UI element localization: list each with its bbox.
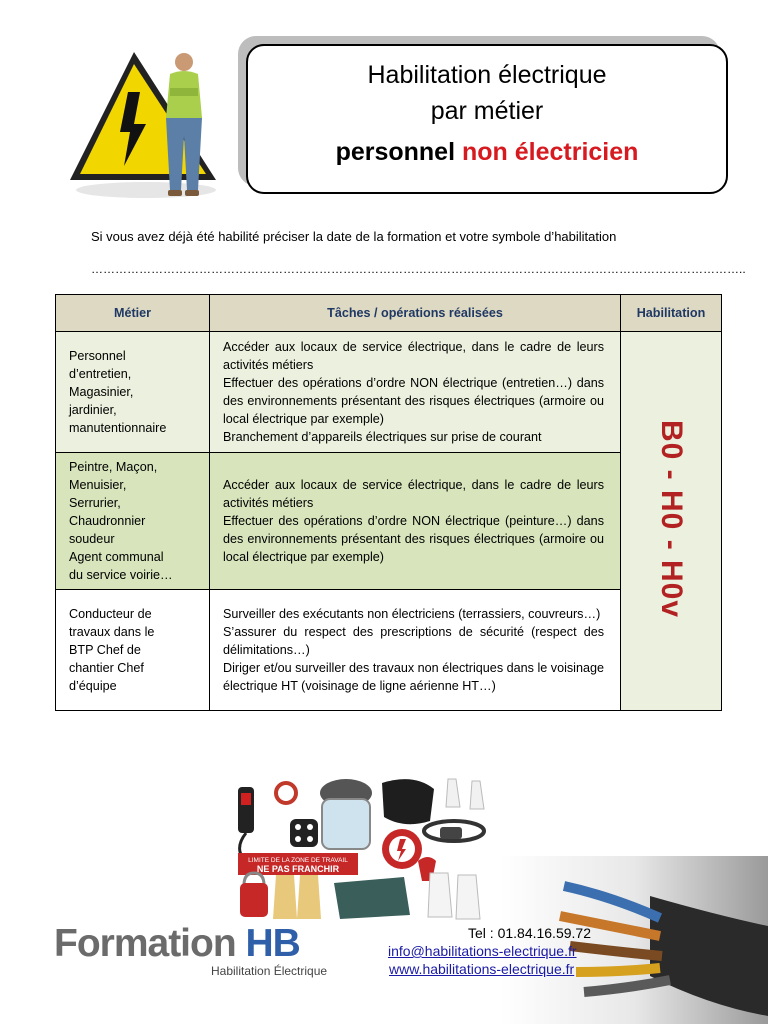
header-metier: Métier <box>56 295 210 332</box>
tache-item: Effectuer des opérations d’ordre NON électrique (entretien…) dans des environnements présentant des risques électriques (armoire ou local électrique par exemple) <box>223 376 604 426</box>
habilitation-table <box>55 294 722 711</box>
metier-line: BTP Chef de <box>69 643 141 657</box>
gloves-icon <box>446 779 484 809</box>
metier-line: Conducteur de <box>69 607 152 621</box>
taches-cell <box>210 590 621 711</box>
tache-item: Branchement d’appareils électriques sur prise de courant <box>223 430 542 444</box>
metier-line: soudeur <box>69 532 115 546</box>
safety-equipment-collage <box>234 773 506 923</box>
metier-line: manutentionnaire <box>69 421 167 435</box>
logo-hb: HB <box>245 922 300 965</box>
tache-item: Surveiller des exécutants non électriciens (terrassiers, couvreurs…) <box>223 607 601 621</box>
tool-bag-icon <box>382 779 434 824</box>
contact-block <box>388 924 591 978</box>
tache-item: S’assurer du respect des prescriptions de sécurité (respect des délimitations…) <box>223 625 604 657</box>
title-line-2: par métier <box>430 97 544 125</box>
metier-line: d’équipe <box>69 679 117 693</box>
warning-sign-illustration <box>66 40 226 210</box>
phone-number: Tel : 01.84.16.59.72 <box>468 925 591 941</box>
metier-cell <box>56 590 210 711</box>
metier-cell <box>56 453 210 590</box>
title-red-part: non électricien <box>461 138 639 166</box>
taches-cell <box>210 453 621 590</box>
intro-text: Si vous avez déjà été habilité préciser la date de la formation et votre symbole d’habilitation <box>91 229 617 244</box>
formation-hb-logo <box>54 922 328 978</box>
header-habilitation: Habilitation <box>621 295 722 332</box>
logo-formation: Formation <box>54 922 246 965</box>
white-gloves-icon <box>428 873 480 919</box>
metier-line: jardinier, <box>69 403 117 417</box>
title-line-3 <box>248 132 726 172</box>
metier-line: Peintre, Maçon, <box>69 460 158 474</box>
taches-cell <box>210 332 621 453</box>
header-taches: Tâches / opérations réalisées <box>210 295 621 332</box>
table-row <box>56 332 722 453</box>
website-link[interactable]: www.habilitations-electrique.fr <box>389 961 575 977</box>
face-shield-icon <box>320 779 372 849</box>
padlock-icon <box>240 873 268 917</box>
logo-wordmark <box>54 924 300 964</box>
email-link[interactable]: info@habilitations-electrique.fr <box>388 943 577 959</box>
metier-line: du service voirie… <box>69 568 173 582</box>
cable-reel-icon <box>276 783 296 803</box>
sign-text-line-1: LIMITE DE LA ZONE DE TRAVAIL <box>248 857 348 864</box>
title-black-part: personnel <box>335 138 462 166</box>
metier-line: Chaudronnier <box>69 514 146 528</box>
fill-in-line[interactable]: ……………………………………………………………………………………………………………………………………………….. <box>91 262 746 276</box>
sign-text-line-2: NE PAS FRANCHIR <box>256 864 340 874</box>
tache-item: Effectuer des opérations d’ordre NON électrique (peinture…) dans des environnements présentant des risques électriques (armoire ou local électrique par exemple) <box>223 514 604 564</box>
logo-subtitle: Habilitation Électrique <box>211 964 328 978</box>
metier-line: Serrurier, <box>69 496 121 510</box>
title-box <box>246 44 728 194</box>
habilitation-code: B0 - H0 - H0v <box>655 420 688 619</box>
insulating-mat-icon <box>334 877 410 919</box>
metier-line: Personnel <box>69 349 126 363</box>
metier-line: chantier Chef <box>69 661 144 675</box>
tache-item: Diriger et/ou surveiller des travaux non électriques dans le voisinage électrique HT (voisinage de ligne aérienne HT…) <box>223 661 604 693</box>
metier-cell <box>56 332 210 453</box>
habilitation-cell <box>621 332 722 711</box>
tache-item: Accéder aux locaux de service électrique, dans le cadre de leurs activités métiers <box>223 340 604 372</box>
tache-item: Accéder aux locaux de service électrique, dans le cadre de leurs activités métiers <box>223 478 604 510</box>
title-line-1: Habilitation électrique <box>367 61 607 89</box>
metier-line: Agent communal <box>69 550 164 564</box>
metier-line: travaux dans le <box>69 625 155 639</box>
table-header-row <box>56 295 722 332</box>
lockout-kit-icon <box>290 819 318 847</box>
metier-line: d’entretien, <box>69 367 132 381</box>
headlamp-icon <box>424 821 484 841</box>
insulating-gloves-icon <box>273 875 321 919</box>
metier-line: Menuisier, <box>69 478 127 492</box>
metier-line: Magasinier, <box>69 385 134 399</box>
